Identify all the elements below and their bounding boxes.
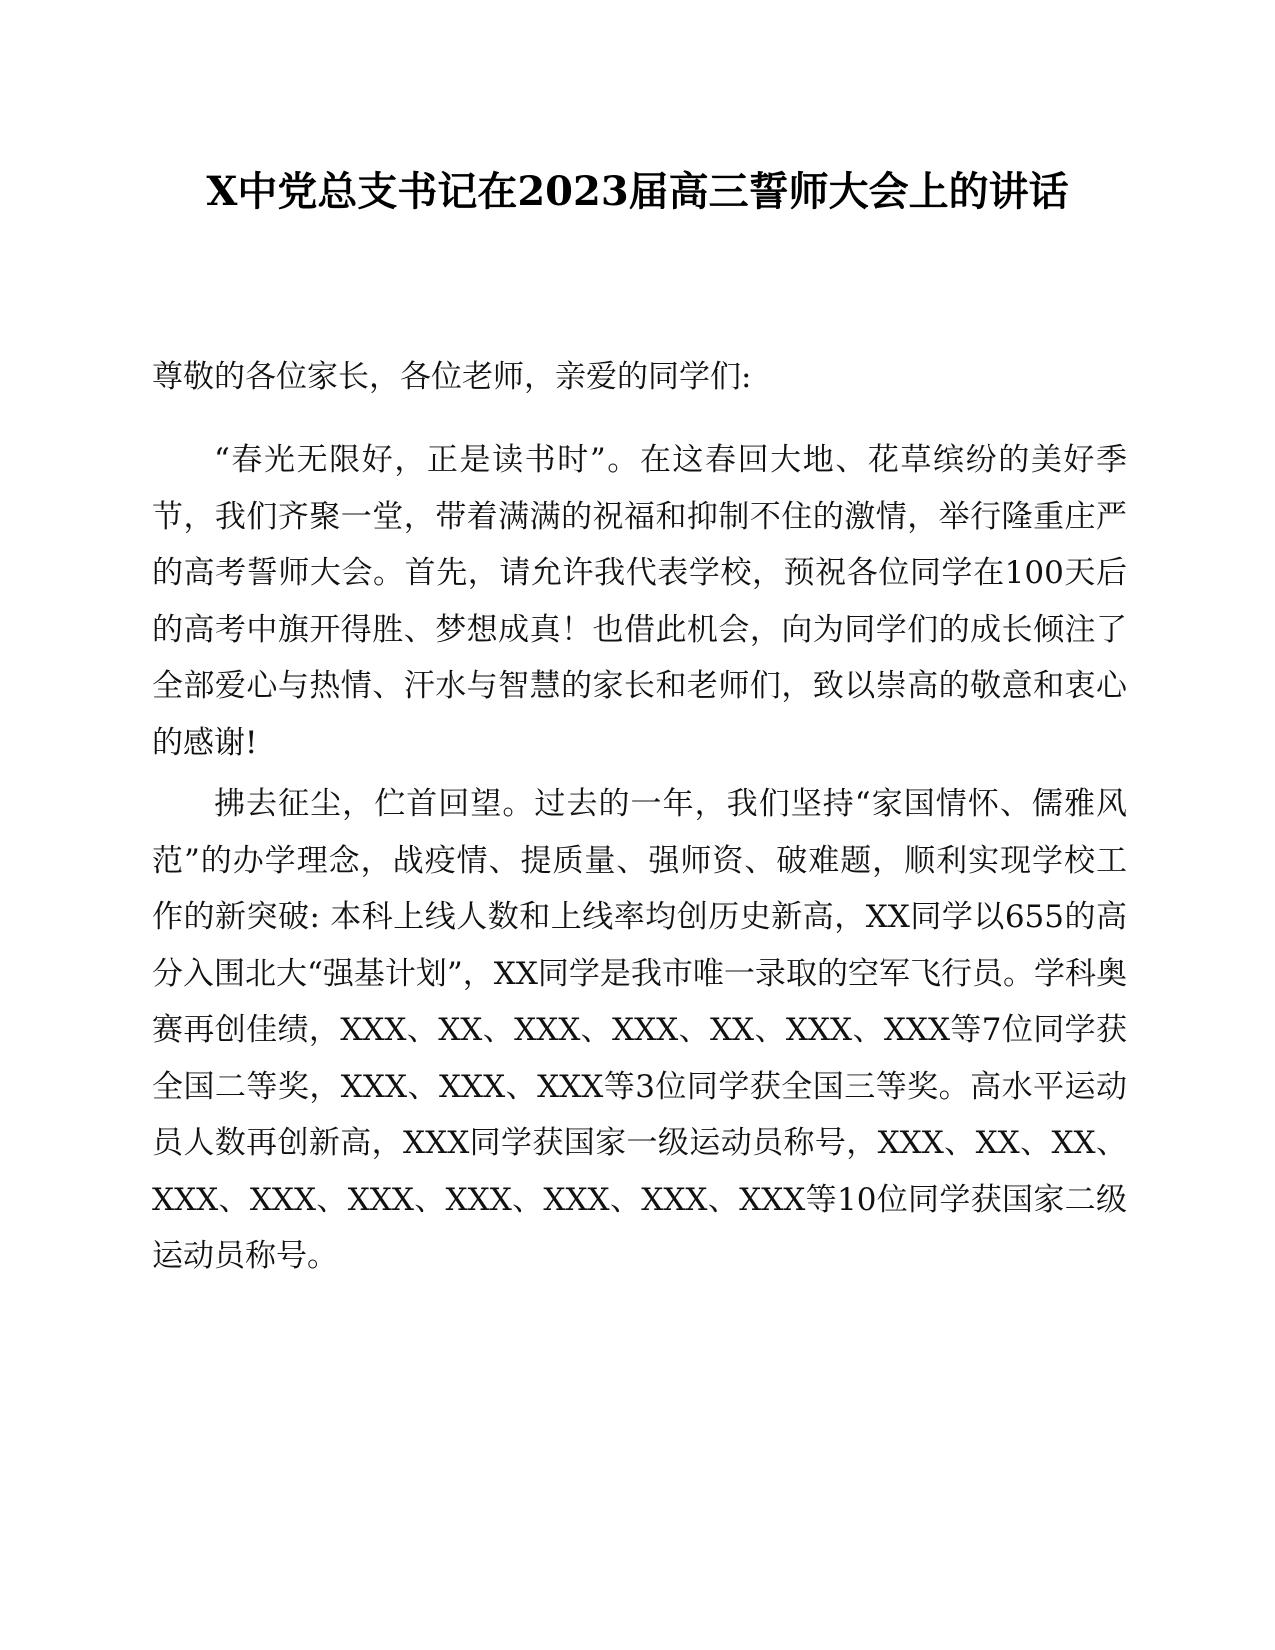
document-title: X中党总支书记在2023届高三誓师大会上的讲话	[206, 168, 1069, 215]
paragraph-opening: “春光无限好，正是读书时”。在这春回大地、花草缤纷的美好季节，我们齐聚一堂，带着满满的祝福和抑制不住的激情，举行隆重庄严的高考誓师大会。首先，请允许我代表学校，预祝各位同学在100天后的高考中旗开得胜、梦想成真！也借此机会，向为同学们的成长倾注了全部爱心与热情、汗水与智慧的家长和老师们，致以崇高的敬意和衷心的感谢!	[152, 442, 1127, 761]
salutation: 尊敬的各位家长，各位老师，亲爱的同学们:	[152, 359, 752, 395]
paragraph-achievements: 拂去征尘，伫首回望。过去的一年，我们坚持“家国情怀、儒雅风范”的办学理念，战疫情、提质量、强师资、破难题，顺利实现学校工作的新突破: 本科上线人数和上线率均创历史新高，XX同学以655的高分入围北大“强基计划”，XX同学是我市唯一录取的空军飞行员。学科奥赛再创佳绩，XXX、XX、XXX、XXX、XX、XXX、XXX等7位同学获全国二等奖，XXX、XXX、XXX等3位同学获全国三等奖。高水平运动员人数再创新高，XXX同学获国家一级运动员称号，XXX、XX、XX、XXX、XXX、XXX、XXX、XXX、XXX、XXX等10位同学获国家二级运动员称号。	[152, 786, 1127, 1274]
